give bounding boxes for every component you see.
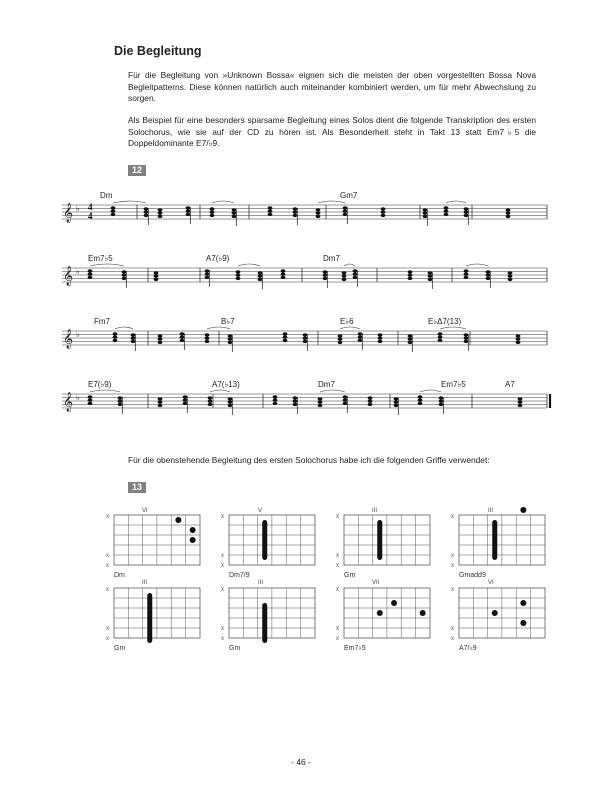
note-head [158, 397, 163, 400]
note-head [283, 339, 288, 342]
intro-paragraph-2: Als Beispiel für eine besonders sparsame Begleitung eines Solos dient die folgende Transkription des ersten Solochorus, wie sie auf der CD zu hören ist. Als Besonderheit steht in Takt 13 statt Em7♭5 die Doppeldominante E7/♭9. [128, 115, 536, 149]
note-head [464, 207, 469, 210]
note-head [236, 274, 241, 277]
note-head [281, 273, 286, 276]
note-head [323, 274, 328, 277]
note-head [158, 404, 163, 407]
intro-paragraph-1: Für die Begleitung von »Unknown Bossa« eignen sich die meisten der oben vorgestellten Bossa Nova Begleitpatterns. Diese können natürlich auch miteinander kombiniert werden, um für mehr Abwechslung zu sorgen. [128, 70, 536, 104]
note-head [158, 215, 163, 218]
chord-diagram [451, 587, 545, 642]
note-head [236, 277, 241, 280]
note-head [228, 334, 233, 337]
mute-mark: x [221, 514, 224, 520]
chord-symbol: Em7♭5 [441, 380, 466, 389]
note-head [378, 340, 383, 343]
note-head [428, 271, 433, 274]
note-head [111, 210, 116, 213]
note-head [144, 207, 149, 210]
note-head [338, 338, 343, 341]
note-head [88, 402, 93, 405]
note-head [378, 333, 383, 336]
chord-symbol: Dm7 [318, 380, 335, 389]
chord-symbol: Fm7 [94, 317, 110, 326]
grip-name: Gmadd9 [459, 572, 486, 579]
chord-symbol: A7(♭9) [206, 254, 230, 263]
note-head [88, 269, 93, 272]
note-head [88, 273, 93, 276]
note-head [268, 206, 273, 209]
finger-dot [190, 537, 196, 543]
tie [212, 201, 234, 203]
note-head [338, 334, 343, 337]
flat-key: ♭ [76, 204, 80, 213]
note-head [358, 336, 363, 339]
note-head [428, 275, 433, 278]
note-head [186, 213, 191, 216]
note-head [438, 332, 443, 335]
note-head [208, 403, 213, 406]
finger-dot [520, 507, 526, 513]
mute-mark: x [451, 514, 454, 520]
chord-diagram [336, 514, 430, 569]
note-head [408, 277, 413, 280]
note-head [394, 404, 399, 407]
note-head [283, 336, 288, 339]
mute-mark: x [106, 563, 109, 569]
note-head [131, 333, 136, 336]
fret-label: III [372, 508, 378, 514]
note-head [293, 214, 298, 217]
note-head [186, 210, 191, 213]
note-head [464, 211, 469, 214]
mute-mark: x [106, 626, 109, 632]
chord-symbol: Em7♭5 [88, 254, 113, 263]
note-head [518, 397, 523, 400]
flat-key: ♭ [76, 267, 80, 276]
example-badge-13: 13 [128, 482, 146, 493]
mute-mark: x [221, 587, 224, 593]
note-head [180, 336, 185, 339]
note-head [228, 404, 233, 407]
mute-mark: x [106, 514, 109, 520]
note-head [228, 341, 233, 344]
note-head [303, 333, 308, 336]
note-head [118, 403, 123, 406]
finger-dot [190, 527, 196, 533]
note-head [516, 334, 521, 337]
note-head [158, 334, 163, 337]
staff [62, 266, 547, 286]
barre [262, 603, 267, 643]
note-head [464, 269, 469, 272]
note-head [111, 206, 116, 209]
mute-mark: x [336, 514, 339, 520]
tie [420, 390, 441, 392]
note-head [439, 396, 444, 399]
note-head [144, 214, 149, 217]
fret-label: VI [488, 580, 494, 586]
note-head [118, 396, 123, 399]
note-head [205, 269, 210, 272]
note-head [353, 276, 358, 279]
note-head [210, 211, 215, 214]
chord-symbol: E♭6 [340, 317, 354, 326]
note-head [258, 275, 263, 278]
note-head [268, 213, 273, 216]
time-signature-top: 4 [88, 202, 93, 212]
treble-clef: 𝄞 [63, 329, 74, 349]
flat-key: ♭ [76, 393, 80, 402]
note-head [518, 404, 523, 407]
note-head [408, 341, 413, 344]
note-head [205, 333, 210, 336]
note-head [428, 278, 433, 281]
note-head [236, 270, 241, 273]
note-head [343, 395, 348, 398]
mute-mark: x [106, 636, 109, 642]
fret-label: VI [142, 508, 148, 514]
note-head [232, 215, 237, 218]
tie [115, 327, 133, 329]
note-head [353, 273, 358, 276]
note-head [444, 210, 449, 213]
note-head [381, 214, 386, 217]
note-head [418, 395, 423, 398]
fret-label: V [258, 508, 263, 514]
note-head [464, 340, 469, 343]
tie [238, 264, 260, 266]
note-head [486, 277, 491, 280]
chord-diagram [106, 514, 200, 569]
note-head [118, 400, 123, 403]
finger-dot [520, 620, 526, 626]
chord-symbol: A7 [505, 380, 515, 389]
note-head [342, 271, 347, 274]
note-head [318, 404, 323, 407]
note-head [158, 208, 163, 211]
note-head [88, 395, 93, 398]
note-head [508, 275, 513, 278]
note-head [358, 339, 363, 342]
note-head [518, 401, 523, 404]
mute-mark: x [336, 636, 339, 642]
note-head [228, 397, 233, 400]
note-head [293, 211, 298, 214]
finger-dot [377, 610, 383, 616]
finger-dot [175, 517, 181, 523]
grip-name: Dm [114, 572, 125, 579]
fret-label: III [258, 580, 264, 586]
mute-mark: x [106, 587, 109, 593]
tie [340, 327, 360, 329]
note-head [408, 338, 413, 341]
note-head [323, 277, 328, 280]
note-head [464, 276, 469, 279]
tie [344, 264, 355, 266]
finger-dot [492, 610, 498, 616]
treble-clef: 𝄞 [63, 203, 74, 223]
grip-name: Em7♭5 [344, 645, 366, 652]
note-head [208, 396, 213, 399]
note-head [205, 276, 210, 279]
barre [262, 520, 267, 560]
note-head [210, 214, 215, 217]
note-head [113, 336, 118, 339]
mute-mark: x [221, 636, 224, 642]
staff [62, 392, 550, 412]
chord-diagram [336, 587, 430, 642]
note-head [158, 212, 163, 215]
note-head [464, 333, 469, 336]
staff [62, 203, 547, 223]
note-head [158, 338, 163, 341]
note-head [293, 396, 298, 399]
note-head [303, 340, 308, 343]
note-head [444, 213, 449, 216]
note-head [444, 206, 449, 209]
tie [320, 390, 345, 392]
tie [90, 390, 120, 392]
note-head [111, 213, 116, 216]
time-signature-bottom: 4 [88, 211, 93, 221]
mute-mark: x [336, 563, 339, 569]
note-head [273, 399, 278, 402]
note-head [423, 215, 428, 218]
note-head [516, 338, 521, 341]
note-head [293, 400, 298, 403]
note-head [368, 400, 373, 403]
note-head [131, 340, 136, 343]
note-head [508, 271, 513, 274]
note-head [439, 403, 444, 406]
note-head [508, 278, 513, 281]
note-head [506, 208, 511, 211]
grip-name: Dm7/9 [229, 572, 250, 579]
note-head [338, 341, 343, 344]
barre [492, 520, 497, 560]
chord-symbol: Gm7 [340, 191, 358, 200]
note-head [323, 270, 328, 273]
page-number: - 46 - [291, 757, 311, 767]
note-head [268, 210, 273, 213]
tie [113, 201, 146, 203]
note-head [228, 338, 233, 341]
note-head [418, 402, 423, 405]
note-head [439, 400, 444, 403]
chord-diagram [451, 507, 545, 569]
staves [62, 203, 550, 412]
flat-key: ♭ [76, 330, 80, 339]
note-head [381, 207, 386, 210]
chord-diagram [221, 514, 315, 569]
note-head [283, 332, 288, 335]
note-head [394, 401, 399, 404]
mute-mark: x [451, 587, 454, 593]
fret-label: III [142, 580, 148, 586]
note-head [486, 270, 491, 273]
treble-clef: 𝄞 [63, 392, 74, 412]
chord-symbol: E♭Δ7(13) [428, 317, 462, 326]
chord-symbol: E7(♭9) [88, 380, 112, 389]
note-head [158, 401, 163, 404]
note-head [506, 215, 511, 218]
note-head [158, 341, 163, 344]
note-head [438, 339, 443, 342]
note-head [506, 212, 511, 215]
note-head [394, 397, 399, 400]
note-head [154, 278, 159, 281]
note-head [408, 270, 413, 273]
grip-name: A7/♭9 [459, 645, 477, 652]
tie [466, 264, 488, 266]
note-head [183, 402, 188, 405]
mute-mark: x [451, 553, 454, 559]
note-head [273, 395, 278, 398]
note-head [464, 273, 469, 276]
grips-intro: Für die obenstehende Begleitung des ersten Solochorus habe ich die folgenden Griffe verwendet: [128, 455, 490, 465]
finger-dot [420, 610, 426, 616]
note-head [88, 276, 93, 279]
note-head [131, 337, 136, 340]
note-head [343, 402, 348, 405]
tie [440, 327, 466, 329]
note-head [316, 212, 321, 215]
note-head [316, 215, 321, 218]
note-head [258, 278, 263, 281]
note-head [281, 269, 286, 272]
mute-mark: x [451, 563, 454, 569]
note-head [408, 334, 413, 337]
note-head [122, 270, 127, 273]
note-head [464, 337, 469, 340]
mute-mark: x [451, 636, 454, 642]
mute-mark: x [336, 553, 339, 559]
fret-label: III [488, 508, 494, 514]
note-head [368, 403, 373, 406]
grip-name: Gm [344, 572, 356, 579]
note-head [343, 210, 348, 213]
note-head [258, 271, 263, 274]
note-head [343, 213, 348, 216]
chord-symbols [88, 191, 515, 389]
note-head [381, 211, 386, 214]
chord-symbol: B♭7 [221, 317, 235, 326]
grip-name: Gm [229, 645, 241, 652]
chord-diagram [106, 587, 200, 643]
note-head [205, 340, 210, 343]
note-head [183, 395, 188, 398]
grip-name: Gm [114, 645, 126, 652]
note-head [186, 206, 191, 209]
note-head [423, 212, 428, 215]
note-head [378, 337, 383, 340]
note-head [154, 275, 159, 278]
note-head [486, 274, 491, 277]
note-head [273, 402, 278, 405]
note-head [303, 337, 308, 340]
mute-mark: x [221, 553, 224, 559]
example-badge-12: 12 [128, 165, 146, 176]
note-head [318, 397, 323, 400]
mute-mark: x [336, 587, 339, 593]
note-head [438, 336, 443, 339]
note-head [342, 278, 347, 281]
note-head [342, 275, 347, 278]
chord-symbol: Dm [100, 191, 113, 200]
note-head [210, 207, 215, 210]
note-head [180, 339, 185, 342]
chord-symbol: Dm7 [323, 254, 340, 263]
note-head [368, 396, 373, 399]
mute-mark: x [106, 553, 109, 559]
chord-diagram [221, 587, 315, 643]
tie [210, 390, 230, 392]
tie [207, 327, 230, 329]
barre [377, 520, 382, 560]
mute-mark: x [221, 563, 224, 569]
tie [446, 201, 466, 203]
note-head [208, 400, 213, 403]
note-head [154, 271, 159, 274]
note-head [516, 341, 521, 344]
note-head [281, 276, 286, 279]
treble-clef: 𝄞 [63, 266, 74, 286]
note-head [113, 339, 118, 342]
note-head [228, 401, 233, 404]
tie [90, 264, 124, 266]
note-head [113, 332, 118, 335]
chord-symbol: A7(♭13) [212, 380, 240, 389]
note-head [318, 401, 323, 404]
tie [318, 201, 345, 203]
note-head [353, 269, 358, 272]
barre [147, 593, 152, 643]
note-head [144, 211, 149, 214]
note-head [418, 399, 423, 402]
note-head [232, 208, 237, 211]
note-head [343, 206, 348, 209]
note-head [343, 399, 348, 402]
note-head [122, 277, 127, 280]
note-head [316, 208, 321, 211]
mute-mark: x [336, 626, 339, 632]
note-head [293, 207, 298, 210]
note-head [358, 332, 363, 335]
note-head [408, 274, 413, 277]
note-head [88, 399, 93, 402]
finger-dot [391, 600, 397, 606]
note-head [205, 337, 210, 340]
note-head [205, 273, 210, 276]
note-head [180, 332, 185, 335]
finger-dot [520, 600, 526, 606]
mute-mark: x [221, 626, 224, 632]
note-head [423, 208, 428, 211]
note-head [183, 399, 188, 402]
fret-label: VII [372, 580, 380, 586]
note-head [232, 212, 237, 215]
section-heading: Die Begleitung [114, 44, 202, 58]
note-head [464, 214, 469, 217]
note-head [122, 274, 127, 277]
note-head [293, 403, 298, 406]
mute-mark: x [451, 626, 454, 632]
